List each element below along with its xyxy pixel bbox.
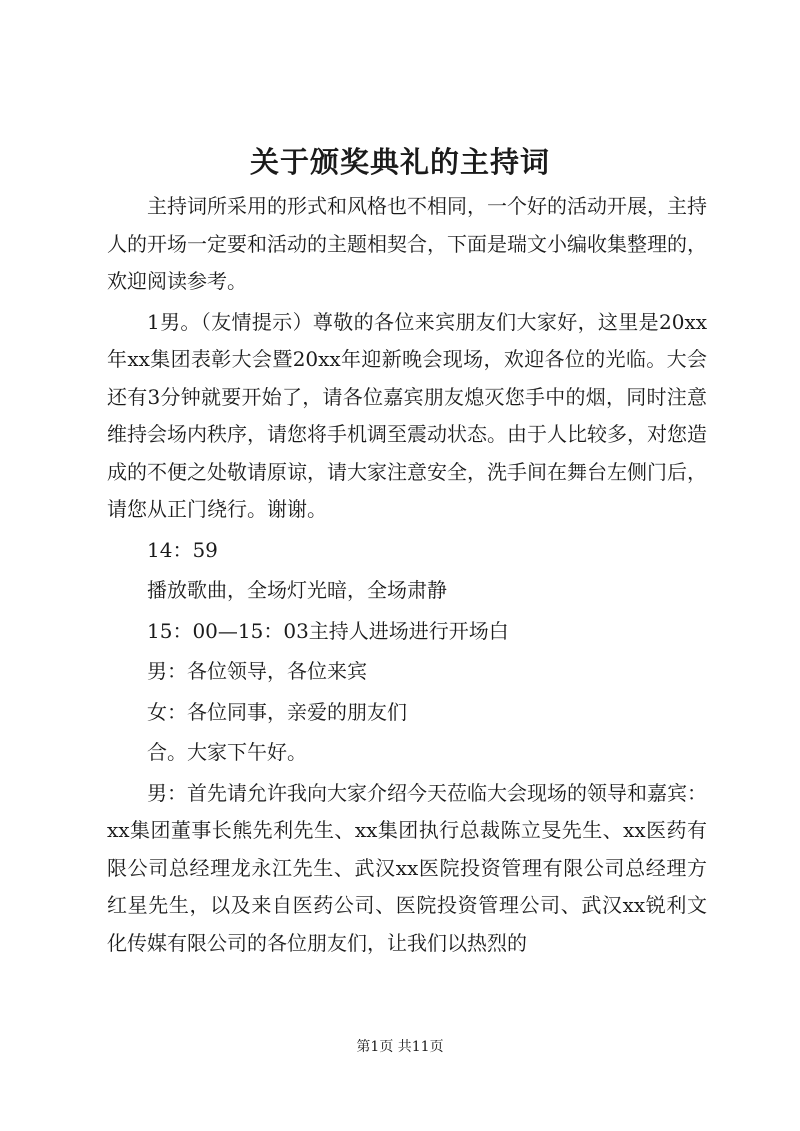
paragraph-intro: 主持词所采用的形式和风格也不相同，一个好的活动开展，主持人的开场一定要和活动的主题相契合，下面是瑞文小编收集整理的，欢迎阅读参考。 xyxy=(107,194,707,293)
paragraph-joint-greeting: 合。大家下午好。 xyxy=(147,740,307,764)
page-footer: 第1页 共11页 xyxy=(356,1039,444,1055)
paragraph-time-1459: 14：59 xyxy=(147,537,218,562)
document-title: 关于颁奖典礼的主持词 xyxy=(249,145,550,179)
paragraph-music-cue: 播放歌曲，全场灯光暗，全场肃静 xyxy=(147,578,447,602)
paragraph-male-greeting: 男：各位领导，各位来宾 xyxy=(147,659,367,683)
paragraph-guest-introduction: 男：首先请允许我向大家介绍今天莅临大会现场的领导和嘉宾：xx集团董事长熊先利先生、xx集团执行总裁陈立旻先生、xx医药有限公司总经理龙永江先生、武汉xx医院投资管理有限公司总经理方红星先生，以及来自医药公司、医院投资管理公司、武汉xx锐利文化传媒有限公司的各位朋友们，让我们以热烈的 xyxy=(107,780,707,955)
paragraph-female-greeting: 女：各位同事，亲爱的朋友们 xyxy=(147,699,407,724)
paragraph-opening-notice: 1男。（友情提示）尊敬的各位来宾朋友们大家好，这里是20xx年xx集团表彰大会暨20xx年迎新晚会现场，欢迎各位的光临。大会还有3分钟就要开始了，请各位嘉宾朋友熄灭您手中的烟，同时注意维持会场内秩序，请您将手机调至震动状态。由于人比较多，对您造成的不便之处敬请原谅，请大家注意安全，洗手间在舞台左侧门后，请您从正门绕行。谢谢。 xyxy=(107,309,707,521)
paragraph-time-1500: 15：00—15：03主持人进场进行开场白 xyxy=(147,618,509,643)
document-body xyxy=(107,188,707,962)
